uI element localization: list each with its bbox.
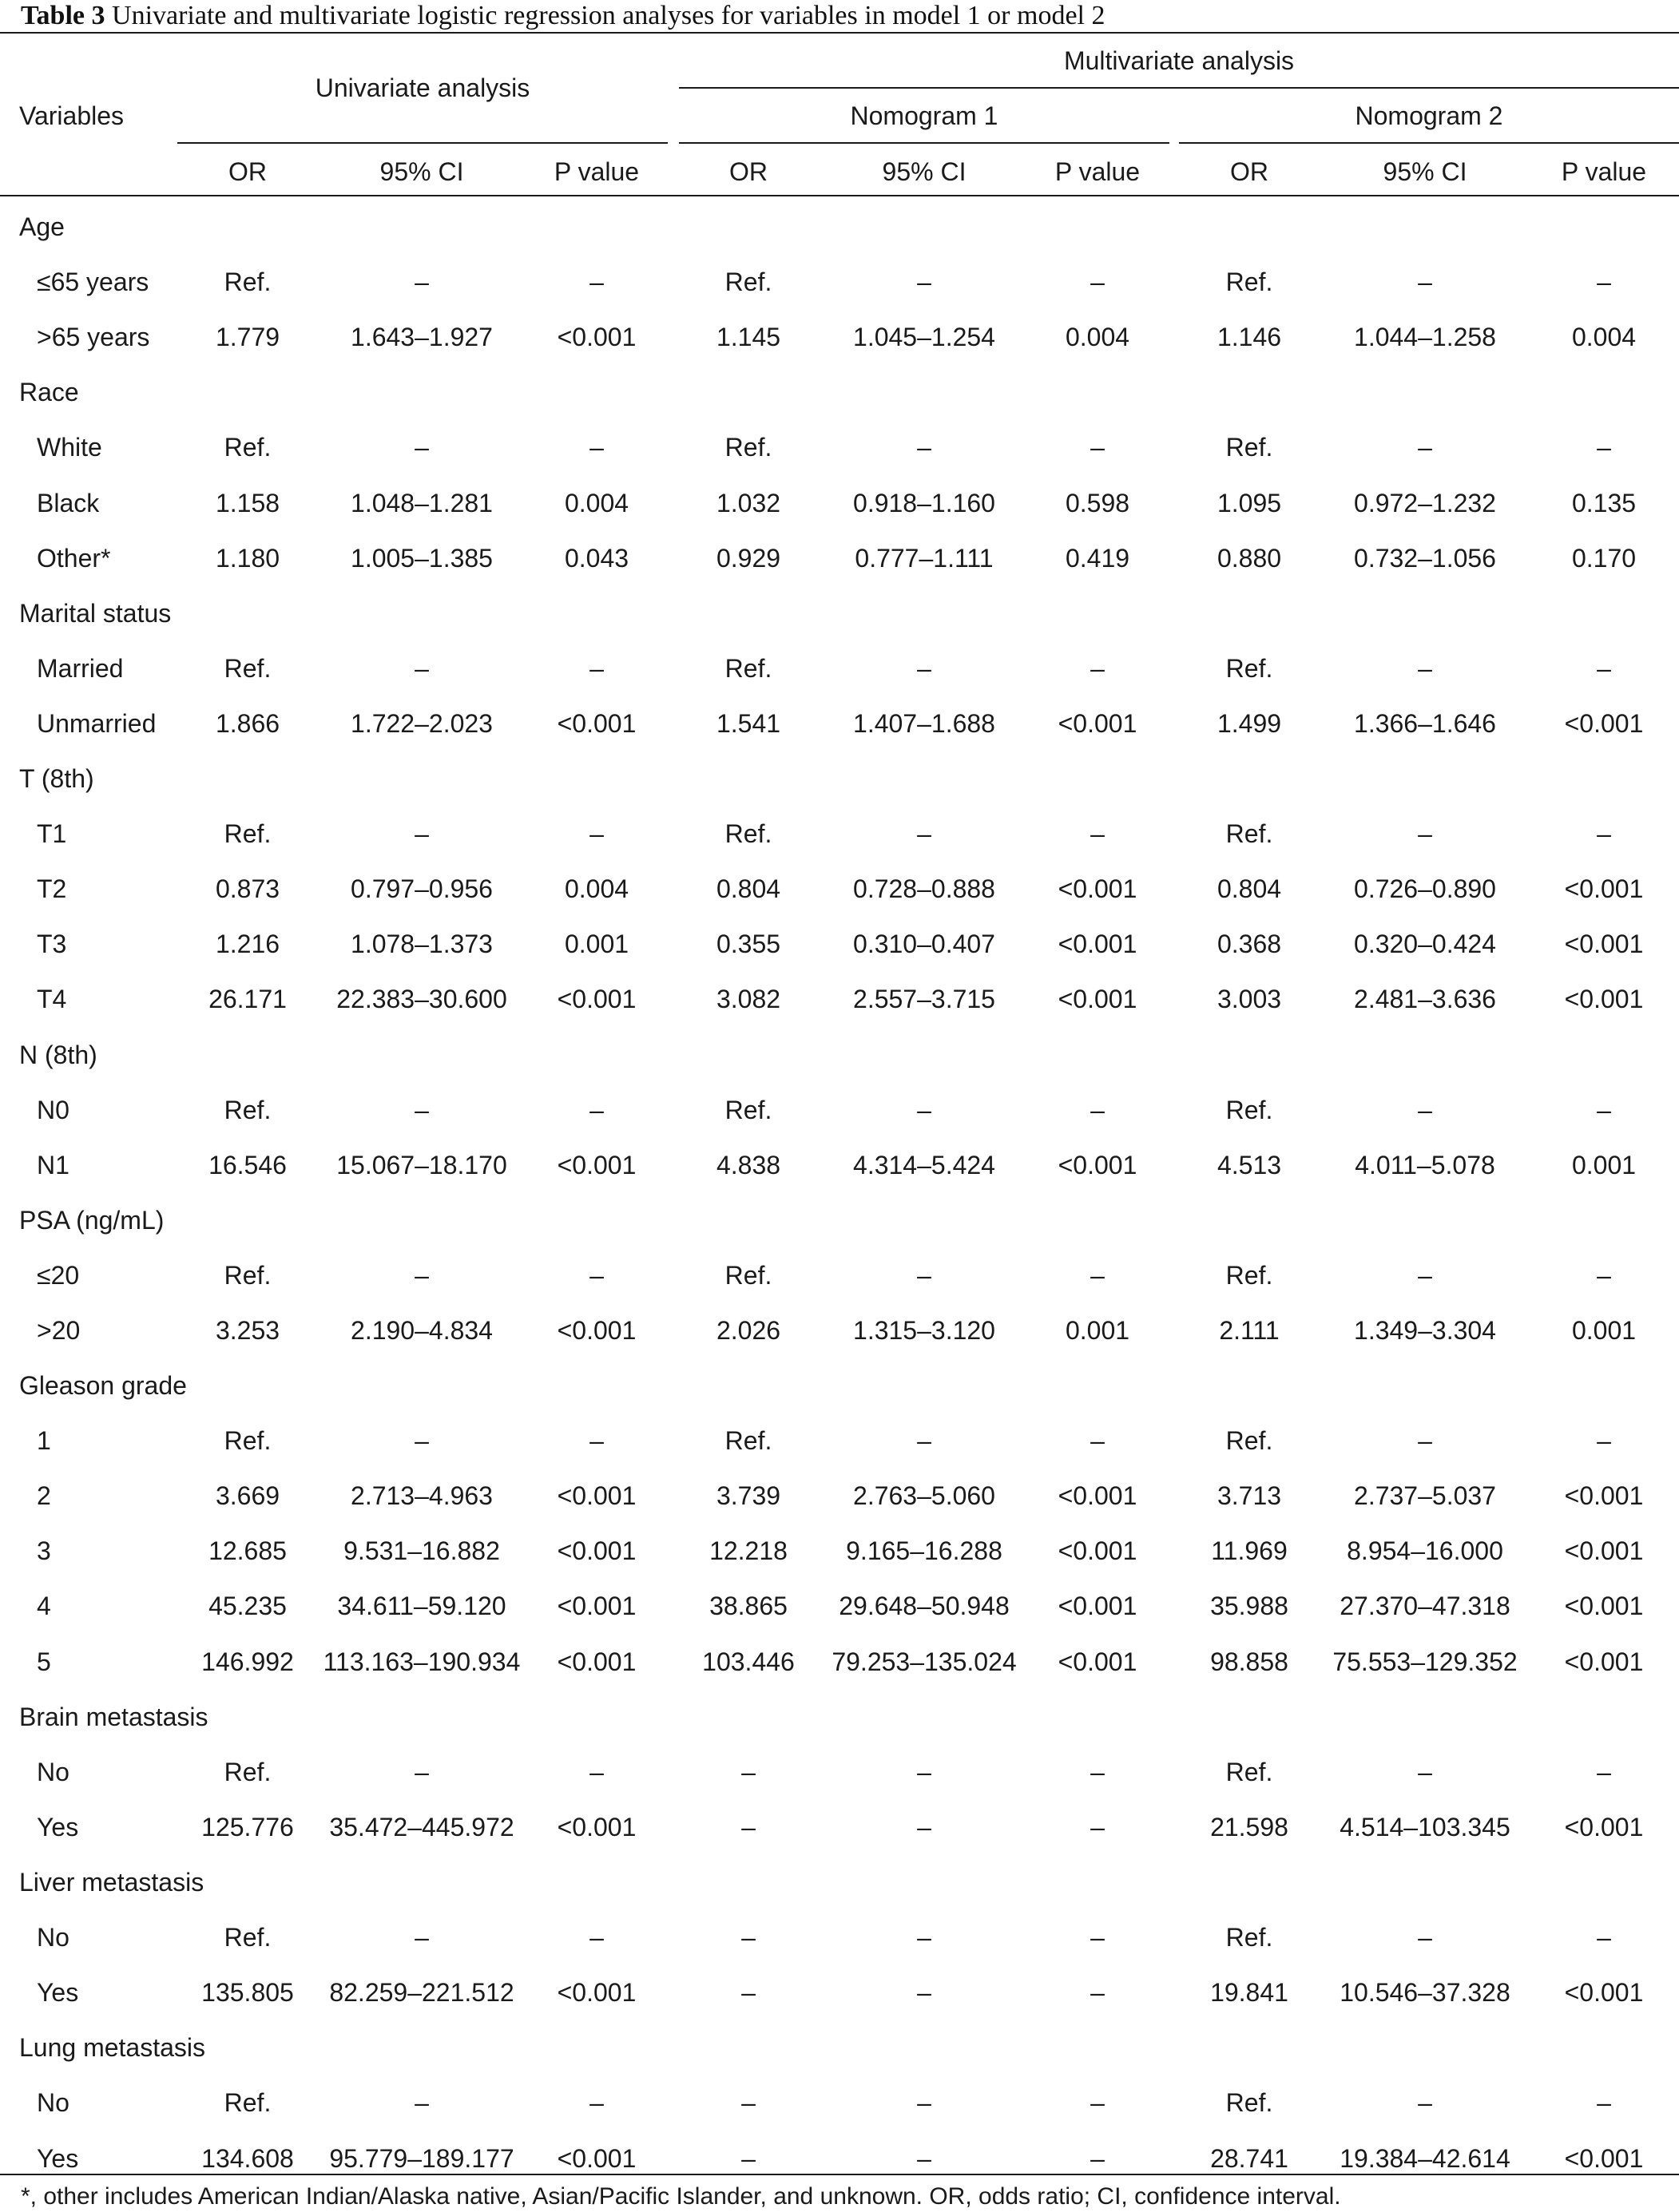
group-label: Brain metastasis (19, 1703, 208, 1731)
table-label: Table 3 (21, 1, 105, 30)
row-label: No (37, 2088, 69, 2117)
table-cell: – (1090, 1426, 1105, 1455)
table-cell: 12.685 (208, 1536, 287, 1565)
table-cell: 135.805 (201, 1978, 294, 2007)
table-cell: – (1597, 1923, 1611, 1952)
table-cell: – (1090, 1813, 1105, 1841)
table-cell: – (1090, 268, 1105, 296)
table-cell: 45.235 (208, 1592, 287, 1620)
table-cell: – (1090, 1096, 1105, 1124)
table-cell: – (741, 2088, 756, 2117)
row-label: White (37, 433, 102, 462)
table-cell: 146.992 (201, 1647, 294, 1676)
table-cell: 1.407–1.688 (853, 709, 995, 738)
table-cell: – (917, 1978, 931, 2007)
subheader-5: 95% CI (882, 157, 967, 186)
table-cell: 29.648–50.948 (839, 1592, 1010, 1620)
table-cell: 0.918–1.160 (853, 489, 995, 517)
table-cell: <0.001 (1564, 1978, 1644, 2007)
group-label: Liver metastasis (19, 1868, 204, 1897)
table-cell: – (1418, 819, 1432, 848)
row-label: N0 (37, 1096, 69, 1124)
table-cell: 75.553–129.352 (1332, 1647, 1518, 1676)
bottom-rule (0, 2174, 1679, 2175)
table-cell: 1.146 (1217, 323, 1282, 351)
table-cell: 19.384–42.614 (1340, 2144, 1510, 2173)
table-cell: <0.001 (557, 1813, 637, 1841)
row-label: Married (37, 654, 124, 683)
table-cell: <0.001 (1058, 1592, 1137, 1620)
table-cell: – (589, 819, 604, 848)
nomogram-1-rule (679, 142, 1169, 144)
table-cell: 1.032 (716, 489, 781, 517)
table-cell: 26.171 (208, 985, 287, 1013)
table-cell: – (1090, 1261, 1105, 1290)
table-cell: <0.001 (1058, 1481, 1137, 1510)
table-cell: 3.739 (716, 1481, 781, 1510)
group-label: Gleason grade (19, 1371, 187, 1400)
table-cell: <0.001 (1564, 2144, 1644, 2173)
table-cell: Ref. (224, 1426, 272, 1455)
table-cell: Ref. (1225, 819, 1273, 848)
table-cell: – (415, 1758, 429, 1786)
table-cell: – (1597, 433, 1611, 462)
table-cell: 0.726–0.890 (1354, 874, 1496, 903)
table-cell: <0.001 (1564, 1813, 1644, 1841)
table-cell: <0.001 (1564, 985, 1644, 1013)
table-cell: – (1418, 1261, 1432, 1290)
subheader-4: OR (729, 157, 768, 186)
table-cell: 2.026 (716, 1316, 781, 1345)
header-nomogram-1: Nomogram 1 (850, 101, 998, 130)
subheader-2: 95% CI (379, 157, 464, 186)
table-cell: Ref. (224, 1758, 272, 1786)
table-cell: – (917, 1758, 931, 1786)
table-cell: 0.804 (716, 874, 781, 903)
table-cell: 1.045–1.254 (853, 323, 995, 351)
table-cell: 4.514–103.345 (1340, 1813, 1510, 1841)
table-cell: 0.135 (1571, 489, 1637, 517)
row-label: ≤20 (37, 1261, 80, 1290)
table-cell: <0.001 (557, 1316, 637, 1345)
table-cell: 0.797–0.956 (351, 874, 493, 903)
group-label: Marital status (19, 599, 172, 628)
table-cell: Ref. (1225, 2088, 1273, 2117)
table-cell: 1.216 (215, 930, 280, 958)
table-cell: <0.001 (1564, 709, 1644, 738)
table-cell: 0.001 (1065, 1316, 1130, 1345)
univariate-rule (177, 142, 668, 144)
table-cell: – (1597, 1758, 1611, 1786)
table-cell: – (741, 2144, 756, 2173)
table-cell: 1.643–1.927 (351, 323, 493, 351)
table-cell: <0.001 (557, 985, 637, 1013)
row-label: >65 years (37, 323, 150, 351)
row-label: 3 (37, 1536, 51, 1565)
table-cell: – (1090, 654, 1105, 683)
table-cell: 3.082 (716, 985, 781, 1013)
table-cell: Ref. (724, 268, 772, 296)
table-cell: Ref. (224, 433, 272, 462)
table-cell: – (1090, 433, 1105, 462)
row-label: No (37, 1758, 69, 1786)
table-cell: 4.011–5.078 (1355, 1151, 1495, 1179)
table-cell: 2.763–5.060 (853, 1481, 995, 1510)
header-multivariate: Multivariate analysis (1063, 46, 1295, 75)
table-cell: 1.541 (716, 709, 781, 738)
table-cell: Ref. (724, 433, 772, 462)
table-cell: – (1418, 1923, 1432, 1952)
table-cell: <0.001 (1564, 1481, 1644, 1510)
row-label: No (37, 1923, 69, 1952)
table-cell: <0.001 (557, 2144, 637, 2173)
table-cell: 0.732–1.056 (1354, 544, 1496, 573)
table-cell: 2.557–3.715 (853, 985, 995, 1013)
row-label: 4 (37, 1592, 51, 1620)
table-cell: 1.145 (716, 323, 781, 351)
table-cell: – (917, 1261, 931, 1290)
table-cell: <0.001 (1564, 930, 1644, 958)
table-cell: 22.383–30.600 (336, 985, 507, 1013)
table-cell: Ref. (1225, 1426, 1273, 1455)
table-cell: 2.190–4.834 (351, 1316, 493, 1345)
table-cell: – (1597, 2088, 1611, 2117)
table-cell: <0.001 (1058, 1647, 1137, 1676)
header-univariate: Univariate analysis (315, 73, 530, 102)
subheader-9: P value (1561, 157, 1647, 186)
table-cell: <0.001 (557, 1536, 637, 1565)
table-cell: 0.419 (1065, 544, 1130, 573)
table-cell: – (589, 268, 604, 296)
table-cell: – (589, 1261, 604, 1290)
table-cell: 0.873 (215, 874, 280, 903)
row-label: ≤65 years (37, 268, 149, 296)
table-cell: Ref. (1225, 1261, 1273, 1290)
row-label: T4 (37, 985, 67, 1013)
table-cell: <0.001 (1058, 1151, 1137, 1179)
table-cell: 9.165–16.288 (846, 1536, 1002, 1565)
table-cell: – (1418, 1426, 1432, 1455)
header-nomogram-2: Nomogram 2 (1355, 101, 1503, 130)
table-cell: 0.804 (1217, 874, 1282, 903)
table-cell: – (589, 1923, 604, 1952)
table-cell: <0.001 (1058, 709, 1137, 738)
table-cell: – (1090, 819, 1105, 848)
row-label: Unmarried (37, 709, 157, 738)
table-cell: 3.713 (1217, 1481, 1282, 1510)
table-cell: 1.366–1.646 (1354, 709, 1496, 738)
table-cell: 125.776 (201, 1813, 294, 1841)
table-cell: – (917, 1813, 931, 1841)
top-rule (0, 32, 1679, 34)
table-cell: 4.314–5.424 (853, 1151, 995, 1179)
table-cell: 1.158 (215, 489, 280, 517)
subheader-1: OR (228, 157, 267, 186)
table-cell: – (1090, 1923, 1105, 1952)
subheader-8: 95% CI (1383, 157, 1467, 186)
table-cell: 3.669 (215, 1481, 280, 1510)
group-label: N (8th) (19, 1041, 97, 1069)
table-cell: <0.001 (557, 1151, 637, 1179)
table-cell: – (1090, 2088, 1105, 2117)
table-cell: – (1418, 1096, 1432, 1124)
table-cell: 1.048–1.281 (351, 489, 493, 517)
table-cell: Ref. (724, 1096, 772, 1124)
table-cell: – (917, 2144, 931, 2173)
table-cell: – (741, 1978, 756, 2007)
table-cell: <0.001 (1058, 874, 1137, 903)
table-cell: – (1090, 1978, 1105, 2007)
table-cell: – (415, 1426, 429, 1455)
table-cell: – (917, 433, 931, 462)
table-cell: 10.546–37.328 (1340, 1978, 1510, 2007)
table-cell: <0.001 (1058, 1536, 1137, 1565)
table-cell: – (1597, 654, 1611, 683)
table-cell: <0.001 (1058, 985, 1137, 1013)
table-cell: 1.180 (215, 544, 280, 573)
group-label: Age (19, 212, 65, 241)
table-cell: 19.841 (1210, 1978, 1288, 2007)
table-cell: 0.310–0.407 (853, 930, 995, 958)
table-cell: Ref. (1225, 1923, 1273, 1952)
table-cell: – (415, 1923, 429, 1952)
table-cell: – (415, 1096, 429, 1124)
table-cell: – (1418, 1758, 1432, 1786)
table-cell: Ref. (224, 268, 272, 296)
table-cell: Ref. (224, 1261, 272, 1290)
table-cell: Ref. (724, 1261, 772, 1290)
header-bottom-rule (0, 195, 1679, 196)
subheader-6: P value (1054, 157, 1141, 186)
table-cell: 0.929 (716, 544, 781, 573)
row-label: N1 (37, 1151, 69, 1179)
table-cell: 2.737–5.037 (1354, 1481, 1496, 1510)
group-label: Race (19, 378, 79, 406)
table-cell: – (1418, 654, 1432, 683)
table-cell: 38.865 (709, 1592, 788, 1620)
table-cell: Ref. (1225, 654, 1273, 683)
table-cell: 0.043 (564, 544, 629, 573)
row-label: Yes (37, 2144, 79, 2173)
table-cell: – (741, 1758, 756, 1786)
table-cell: – (917, 654, 931, 683)
table-cell: Ref. (224, 2088, 272, 2117)
table-cell: 1.078–1.373 (351, 930, 493, 958)
row-label: >20 (37, 1316, 81, 1345)
table-footnote: *, other includes American Indian/Alaska native, Asian/Pacific Islander, and unknown. OR, odds ratio; CI, confidence interval. (21, 2183, 1341, 2210)
table-cell: 35.988 (1210, 1592, 1288, 1620)
table-cell: – (1597, 1096, 1611, 1124)
table-cell: 134.608 (201, 2144, 294, 2173)
table-cell: <0.001 (557, 1481, 637, 1510)
table-cell: – (415, 268, 429, 296)
table-cell: – (415, 654, 429, 683)
table-cell: – (415, 1261, 429, 1290)
table-cell: – (589, 2088, 604, 2117)
table-cell: 3.253 (215, 1316, 280, 1345)
row-label: 2 (37, 1481, 51, 1510)
table-cell: – (1418, 268, 1432, 296)
table-cell: 0.170 (1571, 544, 1637, 573)
table-title: Univariate and multivariate logistic regression analyses for variables in model 1 or model 2 (112, 1, 1105, 30)
row-label: 1 (37, 1426, 51, 1455)
table-cell: – (1597, 1426, 1611, 1455)
table-cell: <0.001 (557, 1978, 637, 2007)
table-cell: <0.001 (1564, 874, 1644, 903)
table-cell: 2.111 (1219, 1316, 1280, 1345)
table-cell: 34.611–59.120 (337, 1592, 506, 1620)
table-cell: 0.001 (564, 930, 629, 958)
table-cell: Ref. (724, 819, 772, 848)
table-cell: 113.163–190.934 (323, 1647, 521, 1676)
table-cell: 0.355 (716, 930, 781, 958)
table-cell: – (415, 2088, 429, 2117)
table-cell: 1.044–1.258 (1354, 323, 1496, 351)
table-cell: – (741, 1813, 756, 1841)
table-cell: 1.005–1.385 (351, 544, 493, 573)
row-label: 5 (37, 1647, 51, 1676)
table-cell: 0.880 (1217, 544, 1282, 573)
table-cell: 0.368 (1217, 930, 1282, 958)
table-cell: 27.370–47.318 (1340, 1592, 1510, 1620)
table-cell: – (917, 1426, 931, 1455)
table-cell: – (1418, 2088, 1432, 2117)
table-cell: 103.446 (702, 1647, 795, 1676)
table-cell: 2.481–3.636 (1354, 985, 1496, 1013)
subheader-7: OR (1230, 157, 1268, 186)
table-cell: – (917, 2088, 931, 2117)
table-cell: – (589, 1096, 604, 1124)
table-cell: 4.513 (1217, 1151, 1282, 1179)
table-cell: 95.779–189.177 (329, 2144, 514, 2173)
table-cell: Ref. (1225, 268, 1273, 296)
table-cell: – (917, 268, 931, 296)
table-cell: Ref. (724, 1426, 772, 1455)
table-cell: – (415, 819, 429, 848)
table-cell: 4.838 (716, 1151, 781, 1179)
table-cell: 0.004 (1571, 323, 1637, 351)
table-cell: 1.866 (215, 709, 280, 738)
table-cell: – (589, 1426, 604, 1455)
table-cell: 12.218 (709, 1536, 788, 1565)
table-cell: 15.067–18.170 (336, 1151, 507, 1179)
header-variables: Variables (19, 101, 125, 130)
table-cell: <0.001 (557, 323, 637, 351)
table-cell: <0.001 (557, 709, 637, 738)
table-cell: <0.001 (1564, 1592, 1644, 1620)
table-cell: 1.779 (215, 323, 280, 351)
table-cell: 21.598 (1210, 1813, 1288, 1841)
table-cell: <0.001 (1564, 1536, 1644, 1565)
table-cell: 9.531–16.882 (343, 1536, 500, 1565)
table-cell: 0.777–1.111 (855, 544, 994, 573)
table-cell: 0.972–1.232 (1354, 489, 1496, 517)
group-label: T (8th) (19, 764, 94, 793)
row-label: T1 (37, 819, 67, 848)
table-cell: Ref. (1225, 1758, 1273, 1786)
table-cell: 8.954–16.000 (1347, 1536, 1503, 1565)
row-label: Yes (37, 1813, 79, 1841)
table-cell: <0.001 (557, 1647, 637, 1676)
table-cell: <0.001 (557, 1592, 637, 1620)
table-cell: 1.349–3.304 (1354, 1316, 1496, 1345)
table-cell: 1.315–3.120 (853, 1316, 995, 1345)
table-cell: 0.320–0.424 (1354, 930, 1496, 958)
table-cell: – (589, 433, 604, 462)
table-cell: 1.722–2.023 (351, 709, 493, 738)
table-cell: – (1597, 819, 1611, 848)
table-cell: 3.003 (1217, 985, 1282, 1013)
table-cell: Ref. (224, 654, 272, 683)
table-cell: 1.095 (1217, 489, 1282, 517)
table-cell: 1.499 (1217, 709, 1282, 738)
multivariate-rule (679, 87, 1679, 89)
table-cell: 98.858 (1210, 1647, 1288, 1676)
table-cell: – (1597, 268, 1611, 296)
group-label: Lung metastasis (19, 2033, 206, 2062)
table-cell: 79.253–135.024 (832, 1647, 1017, 1676)
table-cell: Ref. (224, 819, 272, 848)
table-cell: – (917, 819, 931, 848)
table-cell: – (1090, 2144, 1105, 2173)
table-cell: 0.004 (564, 489, 629, 517)
table-cell: <0.001 (1564, 1647, 1644, 1676)
nomogram-2-rule (1179, 142, 1679, 144)
table-cell: Ref. (224, 1923, 272, 1952)
table-cell: 0.004 (564, 874, 629, 903)
row-label: T3 (37, 930, 67, 958)
table-cell: 0.728–0.888 (853, 874, 995, 903)
table-cell: 0.598 (1065, 489, 1130, 517)
table-cell: 2.713–4.963 (351, 1481, 493, 1510)
table-cell: Ref. (1225, 1096, 1273, 1124)
group-label: PSA (ng/mL) (19, 1206, 165, 1235)
table-cell: 11.969 (1211, 1536, 1288, 1565)
table-cell: – (917, 1923, 931, 1952)
table-cell: – (589, 654, 604, 683)
table-cell: Ref. (224, 1096, 272, 1124)
table-cell: Ref. (1225, 433, 1273, 462)
table-cell: 0.001 (1571, 1316, 1637, 1345)
row-label: Black (37, 489, 100, 517)
table-cell: – (1597, 1261, 1611, 1290)
table-cell: 82.259–221.512 (329, 1978, 514, 2007)
subheader-3: P value (554, 157, 640, 186)
table-cell: – (415, 433, 429, 462)
table-cell: 35.472–445.972 (329, 1813, 514, 1841)
table-cell: – (1090, 1758, 1105, 1786)
table-cell: – (1418, 433, 1432, 462)
table-cell: <0.001 (1058, 930, 1137, 958)
row-label: T2 (37, 874, 67, 903)
table-cell: 16.546 (208, 1151, 287, 1179)
table-caption (21, 0, 1666, 32)
table-cell: 0.001 (1571, 1151, 1637, 1179)
row-label: Yes (37, 1978, 79, 2007)
table-cell: – (741, 1923, 756, 1952)
table-cell: 28.741 (1210, 2144, 1288, 2173)
row-label: Other* (37, 544, 111, 573)
table-cell: – (917, 1096, 931, 1124)
table-cell: 0.004 (1065, 323, 1130, 351)
table-cell: Ref. (724, 654, 772, 683)
table-cell: – (589, 1758, 604, 1786)
